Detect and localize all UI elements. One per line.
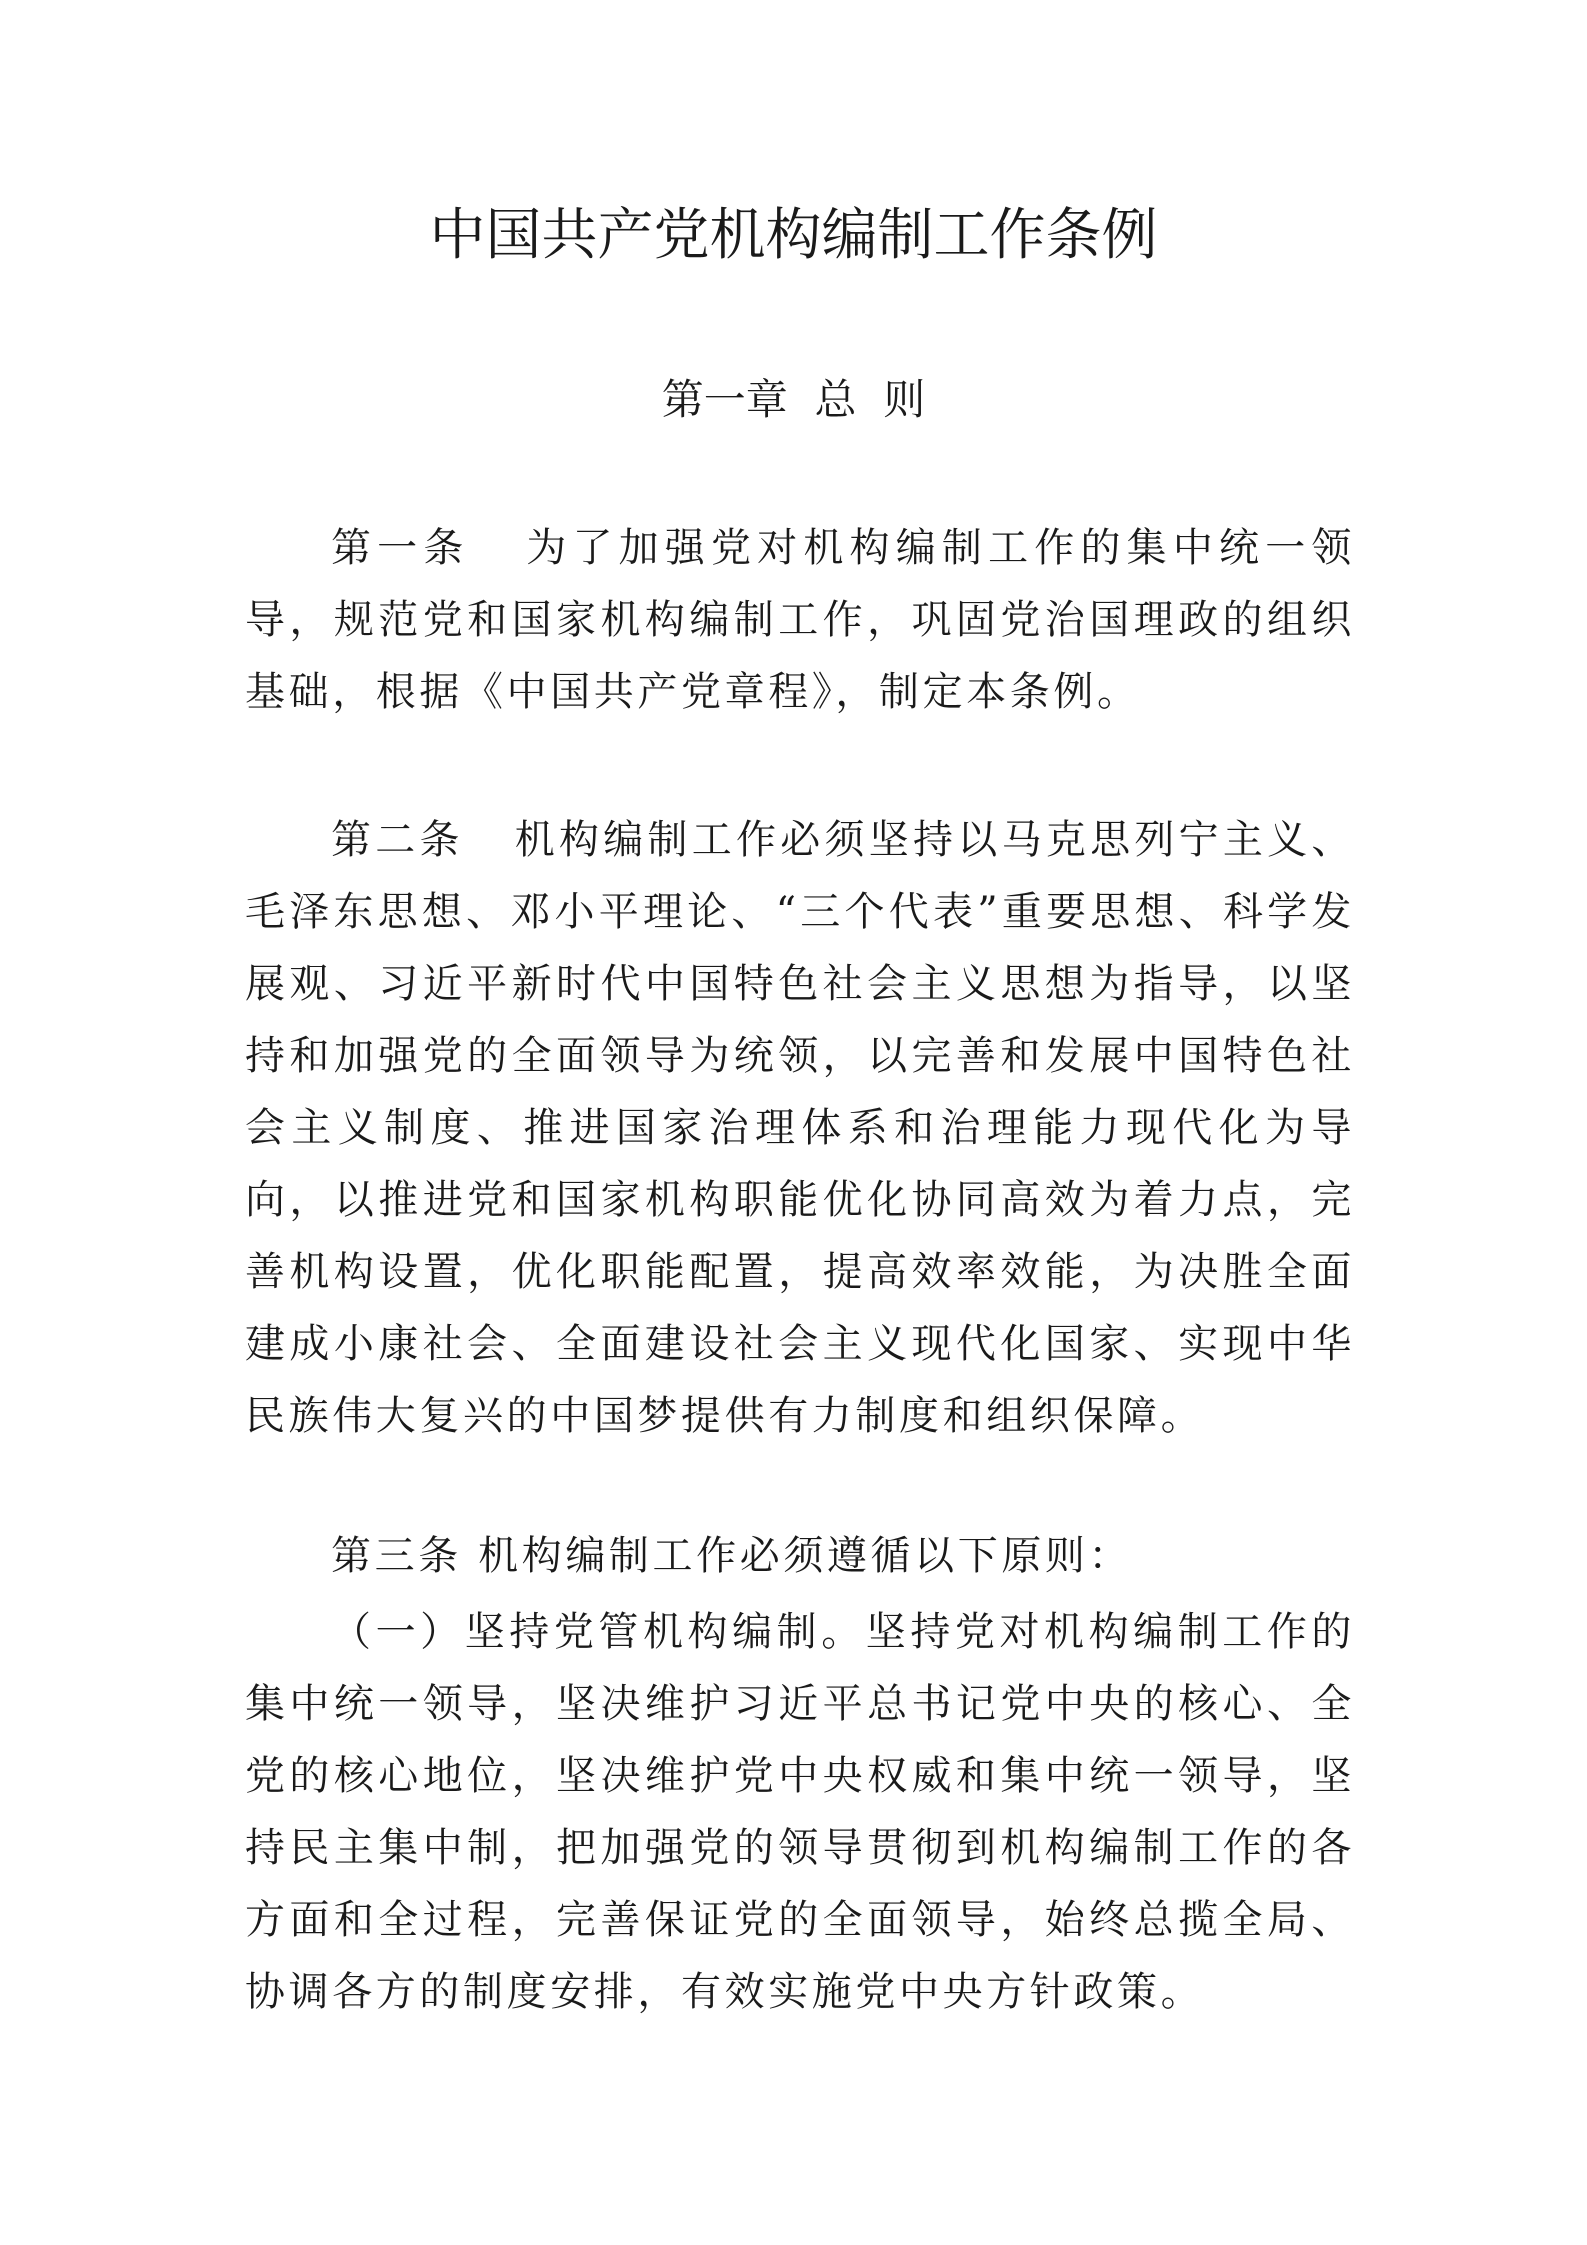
document-title: 中国共产党机构编制工作条例 — [429, 203, 1158, 268]
article-1: 第一条 为了加强党对机构编制工作的集中统一领导，规范党和国家机构编制工作，巩固党治国理政的组织基础，根据《中国共产党章程》，制定本条例。 — [245, 525, 1355, 715]
article-3: 第三条 机构编制工作必须遵循以下原则： — [331, 1533, 1133, 1579]
chapter-heading: 第一章 总 则 — [661, 375, 926, 424]
article-3-item-1: （一）坚持党管机构编制。坚持党对机构编制工作的集中统一领导，坚决维护习近平总书记党中央的核心、全党的核心地位，坚决维护党中央权威和集中统一领导，坚持民主集中制，把加强党的领导贯彻到机构编制工作的各方面和全过程，完善保证党的全面领导，始终总揽全局、协调各方的制度安排，有效实施党中央方针政策。 — [245, 1609, 1355, 2015]
article-2: 第二条 机构编制工作必须坚持以马克思列宁主义、毛泽东思想、邓小平理论、“三个代表”重要思想、科学发展观、习近平新时代中国特色社会主义思想为指导，以坚持和加强党的全面领导为统领，以完善和发展中国特色社会主义制度、推进国家治理体系和治理能力现代化为导向，以推进党和国家机构职能优化协同高效为着力点，完善机构设置，优化职能配置，提高效率效能，为决胜全面建成小康社会、全面建设社会主义现代化国家、实现中华民族伟大复兴的中国梦提供有力制度和组织保障。 — [245, 817, 1355, 1439]
